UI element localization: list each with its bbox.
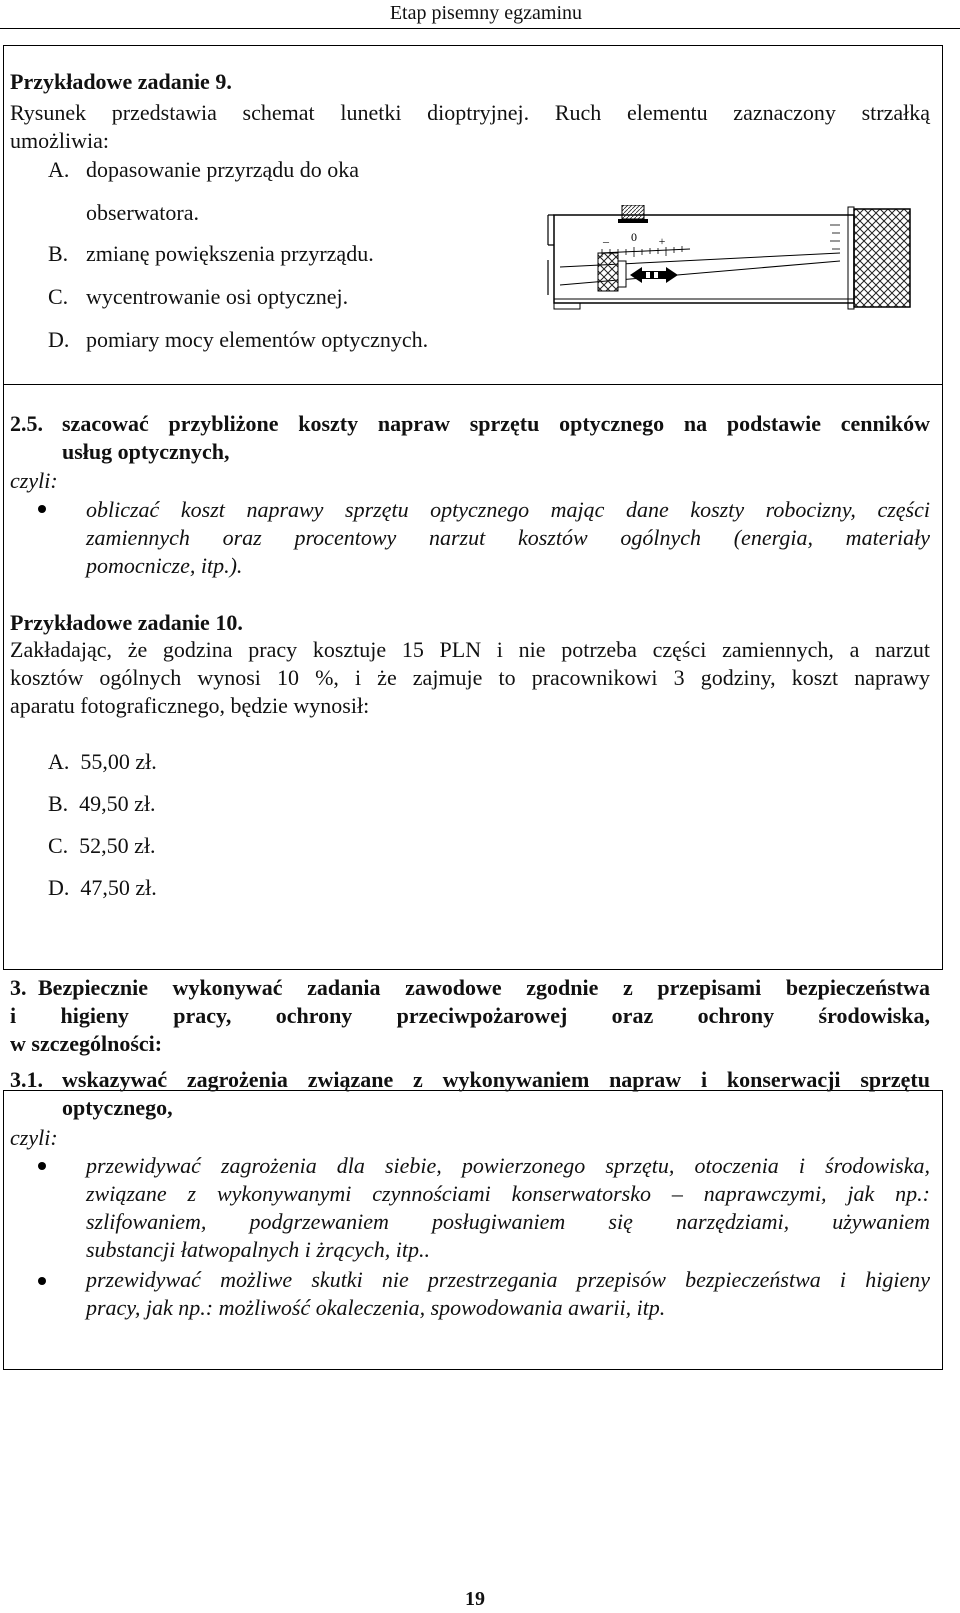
example9-title: Przykładowe zadanie 9.	[10, 69, 232, 94]
example9-question-line1: Rysunek przedstawia schemat lunetki dioptryjnej. Ruch elementu zaznaczony strzałką	[10, 100, 930, 125]
diopter-eyepiece-diagram	[540, 205, 940, 360]
example9-option-d-letter: D.	[48, 327, 70, 352]
section3-title-line2: i higieny pracy, ochrony przeciwpożarowej oraz ochrony środowiska,	[10, 1003, 930, 1028]
header-title: Etap pisemny egzaminu	[389, 2, 582, 24]
example9-question-line2: umożliwia:	[10, 128, 109, 153]
section25-czyli: czyli:	[10, 468, 58, 493]
section31-bullet1-line1: przewidywać zagrożenia dla siebie, powierzonego sprzętu, otoczenia i środowiska,	[86, 1153, 930, 1178]
section31-bullet1-line3: szlifowaniem, podgrzewaniem posługiwaniem się narzędziami, używaniem	[86, 1209, 930, 1234]
section31-bullet1-line4: substancji łatwopalnych i żrących, itp..	[86, 1237, 431, 1262]
bullet-icon	[38, 1162, 46, 1170]
section31-bullet2-line2: pracy, jak np.: możliwość okaleczenia, spowodowania awarii, itp.	[86, 1295, 666, 1320]
section3-number: 3.	[10, 975, 27, 1000]
example9-option-a-line1: dopasowanie przyrządu do oka	[86, 157, 360, 182]
section31-title-line2: optycznego,	[62, 1095, 173, 1120]
page-number: 19	[465, 1588, 485, 1610]
section25-bullet-line2: zamiennych oraz procentowy narzut kosztów ogólnych (energia, materiały	[86, 525, 930, 550]
diagram-scale-plus: +	[658, 234, 666, 248]
example9-option-a-line2: obserwatora.	[86, 200, 200, 225]
example9-option-b: zmianę powiększenia przyrządu.	[86, 241, 374, 266]
example10-option-b: B. 49,50 zł.	[48, 791, 156, 816]
example9-option-b-letter: B.	[48, 241, 69, 266]
section25-title-line1: szacować przybliżone koszty napraw sprzętu optycznego na podstawie cenników	[62, 411, 930, 436]
section31-czyli: czyli:	[10, 1125, 58, 1150]
example10-option-d: D. 47,50 zł.	[48, 875, 157, 900]
example9-option-a-letter: A.	[48, 157, 70, 182]
section25-number: 2.5.	[10, 411, 43, 436]
section31-bullet2-line1: przewidywać możliwe skutki nie przestrzegania przepisów bezpieczeństwa i higieny	[86, 1267, 930, 1292]
example10-option-c: C. 52,50 zł.	[48, 833, 156, 858]
example9-option-d: pomiary mocy elementów optycznych.	[86, 327, 429, 352]
section25-bullet-line3: pomocnicze, itp.).	[86, 553, 243, 578]
example10-question-line3: aparatu fotograficznego, będzie wynosił:	[10, 693, 370, 718]
example9-option-c-letter: C.	[48, 284, 69, 309]
page-header	[0, 0, 960, 29]
example10-option-a: A. 55,00 zł.	[48, 749, 157, 774]
diagram-scale-minus: –	[603, 234, 609, 248]
section31-number: 3.1.	[10, 1067, 43, 1092]
section3-title-line3: w szczególności:	[10, 1031, 163, 1056]
section3-title-line1: Bezpiecznie wykonywać zadania zawodowe zgodnie z przepisami bezpieczeństwa	[38, 975, 930, 1000]
example10-question-line2: kosztów ogólnych wynosi 10 %, i że zajmuje to pracownikowi 3 godziny, koszt naprawy	[10, 665, 930, 690]
diagram-scale-zero: 0	[631, 230, 637, 244]
section25-bullet-line1: obliczać koszt naprawy sprzętu optycznego mając dane koszty robocizny, części	[86, 497, 930, 522]
example10-question-line1: Zakładając, że godzina pracy kosztuje 15 PLN i nie potrzeba części zamiennych, a narzut	[10, 637, 930, 662]
section25-title-line2: usług optycznych,	[62, 439, 230, 464]
example10-title: Przykładowe zadanie 10.	[10, 610, 243, 635]
section31-title-line1: wskazywać zagrożenia związane z wykonywaniem napraw i konserwacji sprzętu	[62, 1067, 930, 1092]
bullet-icon	[38, 505, 46, 513]
bullet-icon	[38, 1277, 46, 1285]
section31-bullet1-line2: związane z wykonywanymi czynnościami konserwatorsko – naprawczymi, jak np.:	[86, 1181, 930, 1206]
example9-option-c: wycentrowanie osi optycznej.	[86, 284, 349, 309]
